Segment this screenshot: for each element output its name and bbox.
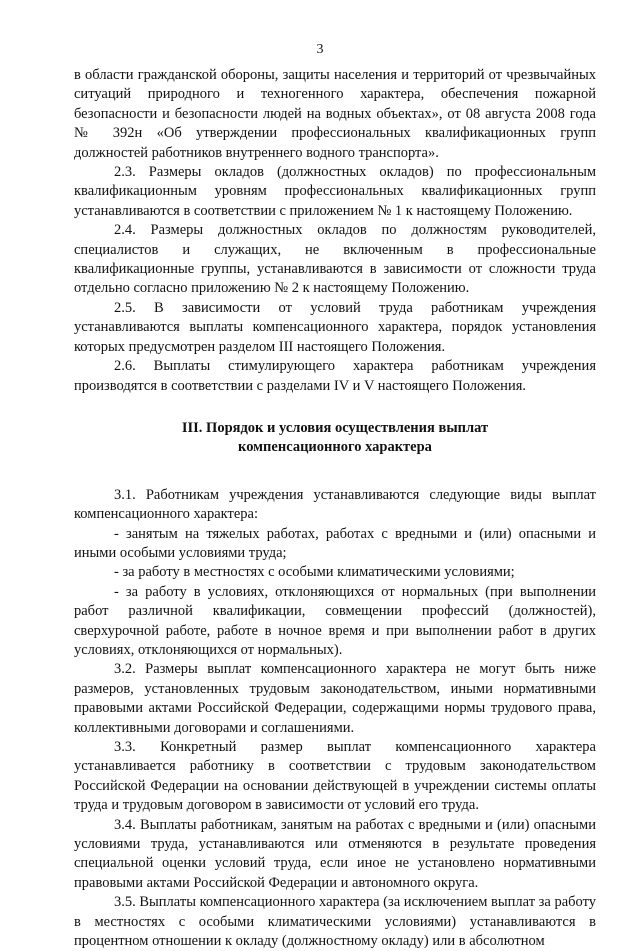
section-heading-line-1: III. Порядок и условия осуществления выплат xyxy=(181,419,489,436)
paragraph-2-4: 2.4. Размеры должностных окладов по должностям руководителей, специалистов и служащих, не включенным в профессиональные квалификационные группы, устанавливаются в зависимости от сложности труда отдельно согласно приложению № 2 к настоящему Положению. xyxy=(74,222,596,297)
paragraph-3-4: 3.4. Выплаты работникам, занятым на работах с вредными и (или) опасными условиями труда, устанавливаются или отменяются в результате проведения специальной оценки условий труда, если иное не установлено нормативными правовыми актами Российской Федерации и автономного округа. xyxy=(74,816,596,891)
list-item-abnormal-conditions: - за работу в условиях, отклоняющихся от нормальных (при выполнении работ различной квалификации, совмещении профессий (должностей), сверхурочной работе, работе в ночное время и при выполнении работ в других условиях, отклоняющихся от нормальных). xyxy=(74,583,596,658)
paragraph-3-1: 3.1. Работникам учреждения устанавливаются следующие виды выплат компенсационного характера: xyxy=(74,486,596,523)
paragraph-3-2: 3.2. Размеры выплат компенсационного характера не могут быть ниже размеров, установленных трудовым законодательством, иными нормативными правовыми актами Российской Федерации, содержащими нормы трудового права, коллективными договорами и соглашениями. xyxy=(74,661,596,736)
paragraph-3-3: 3.3. Конкретный размер выплат компенсационного характера устанавливается работнику в соответствии с трудовым законодательством Российской Федерации на основании действующей в учреждении системы оплаты труда и трудовым договором в зависимости от условий его труда. xyxy=(74,739,596,814)
paragraph-2-3: 2.3. Размеры окладов (должностных окладов) по профессиональным квалификационным уровням профессиональных квалификационных групп устанавливаются в соответствии с приложением № 1 к настоящему Положению. xyxy=(74,164,596,219)
list-item-hazardous-work: - занятым на тяжелых работах, работах с вредными и (или) опасными и иными особыми условиями труда; xyxy=(74,525,596,561)
list-item-climatic-conditions: - за работу в местностях с особыми климатическими условиями; xyxy=(114,564,515,581)
section-heading-line-2: компенсационного характера xyxy=(238,439,432,456)
document-body xyxy=(74,66,596,951)
paragraph-2-5: 2.5. В зависимости от условий труда работникам учреждения устанавливаются выплаты компенсационного характера, порядок установления которых предусмотрен разделом III настоящего Положения. xyxy=(74,299,596,355)
page-number: 3 xyxy=(316,42,324,57)
paragraph-continuation: в области гражданской обороны, защиты населения и территорий от чрезвычайных ситуаций природного и техногенного характера, обеспечения пожарной безопасности и безопасности людей на водных объектах», от 08 августа 2008 года № 392н «Об утверждении профессиональных квалификационных групп должностей работников внутреннего водного транспорта». xyxy=(74,67,596,161)
paragraph-3-5: 3.5. Выплаты компенсационного характера (за исключением выплат за работу в местностях с особыми климатическими условиями) устанавливаются в процентном отношении к окладу (должностному окладу) или в абсолютном xyxy=(74,894,596,950)
section-heading xyxy=(74,419,596,458)
paragraph-2-6: 2.6. Выплаты стимулирующего характера работникам учреждения производятся в соответствии с разделами IV и V настоящего Положения. xyxy=(74,358,596,394)
